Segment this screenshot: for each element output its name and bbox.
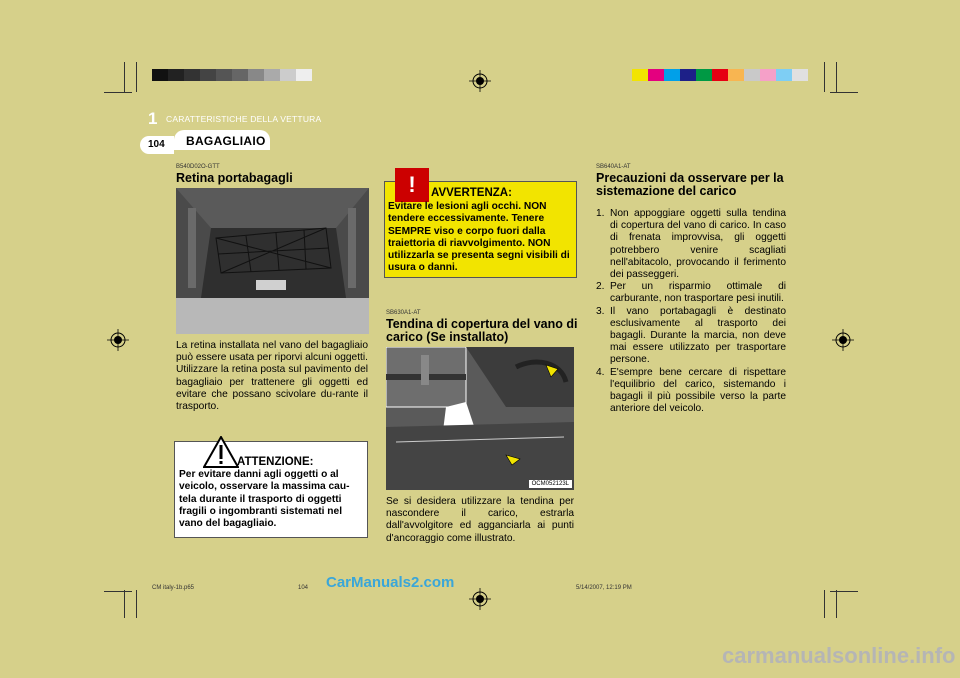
net-description	[176, 340, 368, 413]
net-paragraph-2: Utilizzare la retina posta sul pavimento del bagagliaio per trattenere gli oggetti ed evitare che possano scivolare du-rante il trasporto.	[176, 364, 368, 413]
cover-description: Se si desidera utilizzare la tendina per nascondere il carico, estrarla dall'avvolgitore ed agganciarla ai punti d'ancoraggio come illustrato.	[386, 496, 574, 544]
watermark-link[interactable]: carmanualsonline.info	[722, 643, 956, 668]
crop-mark	[136, 590, 137, 618]
section-code: SB630A1-AT	[386, 310, 421, 316]
section-tab: BAGAGLIAIO	[174, 130, 270, 150]
watermark-link[interactable]: CarManuals2.com	[326, 574, 455, 591]
page-number: 104	[140, 136, 174, 154]
registration-mark-icon	[107, 329, 129, 351]
crop-mark	[830, 591, 858, 592]
list-item: 1. Non appoggiare oggetti sulla tendina di copertura del vano di carico. In caso di frenata improvvisa, gli oggetti potrebbero venire scagliati nell'abitacolo, provocando il ferimento dei passeggeri.	[596, 208, 786, 281]
section-code: B540D02O-GTT	[176, 164, 220, 170]
crop-mark	[124, 62, 125, 92]
warning-exclamation-icon: !	[395, 168, 429, 202]
section-heading: Retina portabagagli	[176, 171, 293, 185]
registration-mark-icon	[469, 70, 491, 92]
crop-mark	[104, 591, 132, 592]
list-item: 4. E'sempre bene cercare di rispettare l'equilibrio del carico, sistemando i bagagli il più possibile verso la parte anteriore del veicolo.	[596, 366, 786, 415]
precautions-list	[596, 208, 786, 415]
warning-box	[384, 172, 577, 278]
caution-text: Per evitare danni agli oggetti o al veicolo, osservare la massima cau-tela durante il trasporto di oggetti fragili o ingombranti sistemati nel vano del bagagliaio.	[179, 469, 350, 530]
chapter-title: CARATTERISTICHE DELLA VETTURA	[166, 114, 322, 124]
footer-file: CM italy-1b.p65	[152, 585, 195, 591]
section-heading: Tendina di copertura del vano di carico (Se installato)	[386, 317, 578, 344]
crop-mark	[136, 62, 137, 92]
chapter-number: 1	[148, 109, 158, 128]
warning-text: Evitare le lesioni agli occhi. NON tendere eccessivamente. Tenere SEMPRE viso e corpo fuori dalla traiettoria di riavvolgimento. NON utilizzarla se presenta segni visibili di usura o danni.	[388, 201, 570, 274]
crop-mark	[836, 62, 837, 92]
caution-box	[174, 441, 368, 538]
color-strip	[632, 69, 808, 81]
crop-mark	[124, 590, 125, 618]
net-paragraph-1: La retina installata nel vano del bagagliaio può essere usata per riporvi alcuni oggetti.	[176, 340, 368, 364]
registration-mark-icon	[469, 588, 491, 610]
list-item: 3. Il vano portabagagli è destinato esclusivamente al trasporto dei bagagli. Durante la marcia, non deve mai essere utilizzato per trasportare persone.	[596, 305, 786, 366]
cargo-cover-photo	[386, 347, 574, 490]
crop-mark	[836, 590, 837, 618]
crop-mark	[824, 62, 825, 92]
warning-title: AVVERTENZA:	[431, 187, 512, 199]
photo-caption: OCM052123L	[529, 480, 572, 488]
crop-mark	[824, 590, 825, 618]
list-item: 2. Per un risparmio ottimale di carburante, non trasportare pesi inutili.	[596, 281, 786, 305]
crop-mark	[104, 92, 132, 93]
caution-title: ATTENZIONE:	[237, 456, 314, 468]
crop-mark	[830, 92, 858, 93]
section-heading: Precauzioni da osservare per la sistemazione del carico	[596, 171, 784, 198]
caution-triangle-icon	[203, 436, 239, 468]
registration-mark-icon	[832, 329, 854, 351]
grayscale-strip	[152, 69, 312, 81]
luggage-net-photo	[176, 188, 369, 334]
footer-page: 104	[298, 585, 309, 591]
section-code: SB640A1-AT	[596, 164, 631, 170]
footer-date: 5/14/2007, 12:19 PM	[576, 585, 632, 591]
